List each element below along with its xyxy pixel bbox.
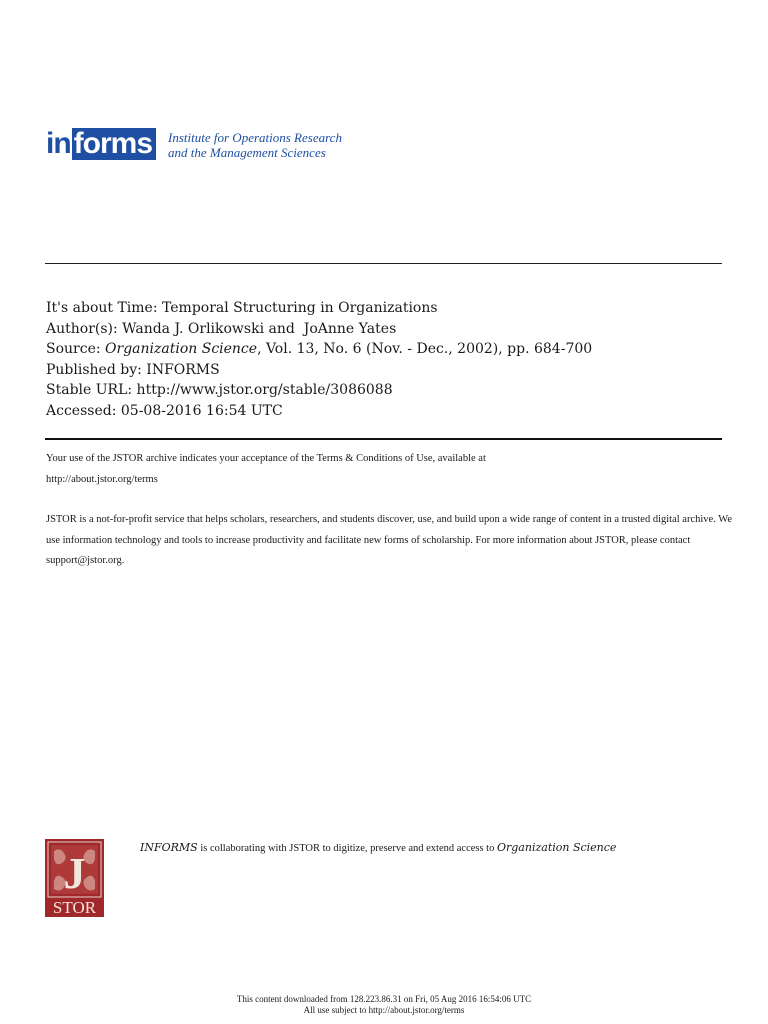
stable-url-link[interactable]: http://www.jstor.org/stable/3086088 — [136, 382, 393, 398]
authors-label: Author(s): — [46, 320, 118, 337]
publisher-value: INFORMS — [146, 361, 220, 378]
informs-logo-tagline — [168, 130, 342, 160]
article-title: It's about Time: Temporal Structuring in Organizations — [46, 300, 438, 316]
source-details: , Vol. 13, No. 6 (Nov. - Dec., 2002), pp. 684-700 — [257, 341, 593, 357]
authors-line — [46, 319, 592, 340]
accessed-value: 05-08-2016 16:54 UTC — [120, 402, 283, 419]
footer-download-info: This content downloaded from 128.223.86.31 on Fri, 05 Aug 2016 16:54:06 UTC — [236, 994, 532, 1004]
stable-url-line — [46, 380, 592, 401]
collaboration-statement — [140, 840, 616, 857]
download-footer — [0, 994, 768, 1016]
informs-logo-suffix: forms — [72, 128, 156, 160]
terms-text: Your use of the JSTOR archive indicates your acceptance of the Terms & Conditions of Use, available at — [46, 453, 486, 464]
collab-publisher: INFORMS — [140, 841, 198, 854]
terms-notice — [46, 449, 736, 572]
terms-link[interactable]: http://about.jstor.org/terms — [46, 473, 158, 485]
top-divider — [45, 263, 722, 264]
stable-url-label: Stable URL: — [46, 382, 133, 398]
jstor-description: JSTOR is a not-for-profit service that helps scholars, researchers, and students discover, use, and build upon a wide range of content in a trusted digital archive. We use information technology and tools to increase productivity and facilitate new forms of scholarship. For more information about JSTOR, please contact support@jstor.org. — [46, 514, 732, 566]
collab-journal: Organization Science — [496, 841, 617, 854]
accessed-line — [46, 401, 592, 422]
collab-text: is collaborating with JSTOR to digitize, preserve and extend access to — [197, 843, 497, 854]
source-journal: Organization Science — [105, 341, 258, 357]
jstor-logo-icon — [45, 839, 104, 917]
footer-terms: All use subject to http://about.jstor.org/terms — [303, 1005, 465, 1015]
informs-logo — [46, 125, 342, 169]
publisher-label: Published by: — [46, 361, 142, 378]
accessed-label: Accessed: — [46, 402, 117, 419]
jstor-logo-letter: J — [63, 849, 86, 898]
article-metadata — [46, 298, 592, 421]
informs-logo-line1: Institute for Operations Research — [168, 130, 342, 145]
informs-logo-prefix: in — [46, 127, 71, 160]
jstor-logo-word: STOR — [52, 898, 97, 917]
jstor-logo — [45, 839, 104, 917]
source-line — [46, 339, 592, 360]
authors-value: Wanda J. Orlikowski and JoAnne Yates — [122, 320, 397, 337]
terms-paragraph — [46, 449, 736, 490]
informs-logo-line2: and the Management Sciences — [168, 145, 326, 160]
publisher-line — [46, 360, 592, 381]
informs-logo-mark — [46, 125, 156, 163]
middle-divider — [45, 438, 722, 440]
source-label: Source: — [46, 341, 101, 357]
